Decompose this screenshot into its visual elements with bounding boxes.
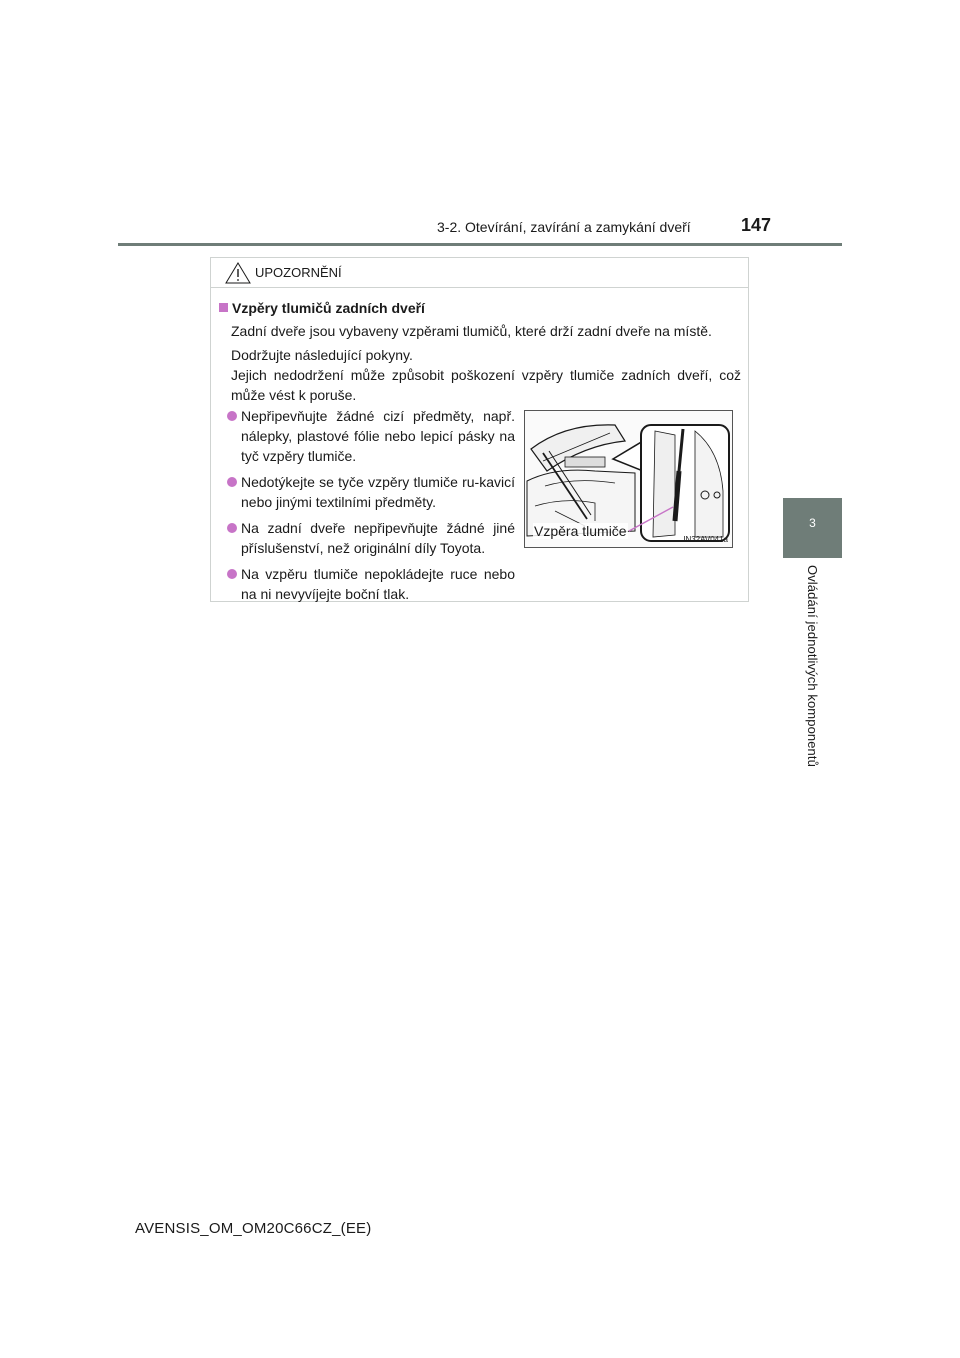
bullet-item: [227, 472, 515, 512]
warning-triangle-icon: [225, 262, 251, 284]
bullet-text: Na zadní dveře nepřipevňujte žádné jiné příslušenství, než originální díly Toyota.: [241, 520, 515, 556]
figure-label: Vzpěra tlumiče: [534, 523, 627, 539]
bullet-item: [227, 406, 515, 466]
bullet-text: Nepřipevňujte žádné cizí předměty, např. nálepky, plastové fólie nebo lepicí pásky na tyč vzpěry tlumiče.: [241, 408, 515, 464]
caution-paragraph: Jejich nedodržení může způsobit poškození vzpěry tlumiče zadních dveří, což může vést k poruše.: [231, 367, 741, 403]
header-rule: [118, 243, 842, 246]
figure-code: IN32AV041a: [683, 535, 728, 544]
footer-document-code: AVENSIS_OM_OM20C66CZ_(EE): [135, 1220, 372, 1237]
caution-header: [211, 258, 748, 288]
round-bullet-icon: [227, 411, 237, 421]
header-section-title: 3-2. Otevírání, zavírání a zamykání dveří: [437, 219, 691, 235]
square-bullet-icon: [219, 303, 228, 312]
damper-strut-figure: [524, 410, 733, 548]
chapter-side-label: Ovládání jednotlivých komponentů: [805, 565, 820, 767]
bullet-text: Nedotýkejte se tyče vzpěry tlumiče ru-kavicí nebo jinými textilními předměty.: [241, 474, 515, 510]
caution-title: UPOZORNĚNÍ: [255, 265, 342, 280]
chapter-number: 3: [809, 516, 816, 530]
chapter-side-tab: [783, 498, 842, 558]
bullet-item: [227, 518, 515, 558]
bullet-item: [227, 564, 515, 604]
page-number: 147: [741, 215, 772, 235]
caution-paragraph: Dodržujte následující pokyny.: [231, 347, 413, 363]
subheading-text: Vzpěry tlumičů zadních dveří: [232, 300, 425, 316]
bullet-text: Na vzpěru tlumiče nepokládejte ruce nebo na ni nevyvíjejte boční tlak.: [241, 566, 515, 602]
caution-subheading: [219, 300, 425, 316]
caution-box: [210, 257, 749, 602]
caution-paragraph: Zadní dveře jsou vybaveny vzpěrami tlumičů, které drží zadní dveře na místě.: [231, 323, 712, 339]
round-bullet-icon: [227, 477, 237, 487]
round-bullet-icon: [227, 569, 237, 579]
caution-bullet-list: [227, 406, 515, 610]
round-bullet-icon: [227, 523, 237, 533]
